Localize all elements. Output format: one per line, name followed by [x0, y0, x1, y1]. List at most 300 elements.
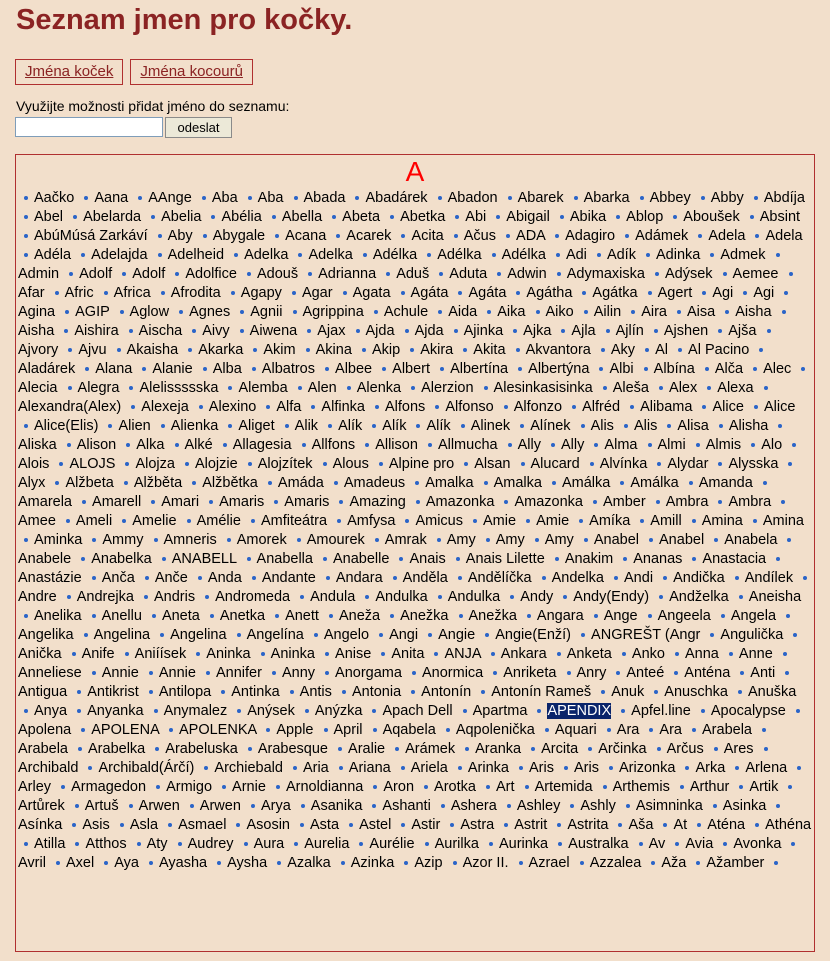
name-item[interactable]: Amfysa — [347, 513, 396, 529]
name-item[interactable]: Apolena — [18, 722, 72, 738]
name-item[interactable]: Andička — [673, 570, 725, 586]
name-item[interactable]: Amina — [701, 513, 743, 529]
name-item[interactable]: Anička — [18, 646, 62, 662]
name-item[interactable]: Acarek — [346, 228, 392, 244]
name-item[interactable]: Alous — [332, 456, 369, 472]
name-item[interactable]: Abbey — [649, 190, 691, 206]
name-item[interactable]: Afric — [64, 285, 94, 301]
name-item[interactable]: APOLENA — [91, 722, 159, 738]
name-item[interactable]: Apartma — [472, 703, 528, 719]
name-item[interactable]: Amill — [650, 513, 682, 529]
name-item[interactable]: Angelína — [246, 627, 304, 643]
name-item[interactable]: Axel — [65, 855, 95, 871]
name-item[interactable]: Atthos — [85, 836, 127, 852]
name-item[interactable]: Arizonka — [619, 760, 676, 776]
name-item[interactable]: Alžbětka — [202, 475, 258, 491]
name-item[interactable]: Ambra — [728, 494, 772, 510]
name-item[interactable]: Agáta — [410, 285, 449, 301]
name-item[interactable]: Ambra — [665, 494, 709, 510]
name-item[interactable]: Anteé — [626, 665, 665, 681]
name-item[interactable]: Andulka — [447, 589, 501, 605]
name-item[interactable]: Aiko — [545, 304, 574, 320]
name-item[interactable]: Adagiro — [565, 228, 616, 244]
name-item[interactable]: Alanie — [152, 361, 193, 377]
name-item[interactable]: Amadeus — [343, 475, 406, 491]
name-item[interactable]: Anča — [101, 570, 135, 586]
name-item[interactable]: Azrael — [528, 855, 570, 871]
name-item[interactable]: Anýzka — [314, 703, 363, 719]
name-item[interactable]: Angeela — [657, 608, 711, 624]
name-item[interactable]: Atilla — [34, 836, 66, 852]
name-item[interactable]: Arthemis — [612, 779, 670, 795]
name-item[interactable]: Amrak — [384, 532, 427, 548]
name-item[interactable]: Arčus — [666, 741, 704, 757]
name-item[interactable]: Andula — [310, 589, 356, 605]
name-item[interactable]: Ablop — [626, 209, 664, 225]
name-item[interactable]: Anormica — [421, 665, 484, 681]
name-item[interactable]: Alana — [95, 361, 133, 377]
name-item[interactable]: Adélka — [437, 247, 482, 263]
name-item[interactable]: Albertýna — [528, 361, 590, 377]
name-item[interactable]: Andelka — [551, 570, 604, 586]
name-item[interactable]: Alyx — [18, 475, 46, 491]
submit-button[interactable]: odeslat — [165, 117, 232, 138]
name-item[interactable]: Ashera — [450, 798, 497, 814]
name-item[interactable]: Astrita — [567, 817, 609, 833]
name-item[interactable]: Alča — [714, 361, 744, 377]
name-item[interactable]: Audrey — [187, 836, 234, 852]
name-item[interactable]: Alelissssska — [139, 380, 219, 396]
name-item[interactable]: Alfonso — [445, 399, 494, 415]
name-item[interactable]: Alexeja — [141, 399, 189, 415]
name-item[interactable]: Anděla — [402, 570, 448, 586]
name-item[interactable]: Aqabela — [382, 722, 436, 738]
name-item[interactable]: Arčinka — [598, 741, 647, 757]
name-item[interactable]: Andrejka — [76, 589, 134, 605]
name-item[interactable]: Amorek — [236, 532, 287, 548]
name-item[interactable]: Aduta — [449, 266, 488, 282]
name-item[interactable]: Anne — [738, 646, 773, 662]
name-item[interactable]: Aris — [528, 760, 554, 776]
name-item[interactable]: Alis — [633, 418, 658, 434]
name-item[interactable]: Arnoldianna — [285, 779, 364, 795]
name-item[interactable]: Ajvu — [78, 342, 107, 358]
name-item[interactable]: Abada — [303, 190, 346, 206]
name-item[interactable]: Aša — [628, 817, 654, 833]
name-item[interactable]: Aladárek — [18, 361, 76, 377]
name-item[interactable]: Alecia — [18, 380, 58, 396]
name-item[interactable]: Archibald — [18, 760, 79, 776]
name-item[interactable]: Admek — [720, 247, 766, 263]
name-item[interactable]: Amaris — [219, 494, 265, 510]
name-item[interactable]: Amari — [161, 494, 200, 510]
name-item[interactable]: Adi — [565, 247, 587, 263]
name-item[interactable]: Abygale — [212, 228, 266, 244]
name-item[interactable]: Ariana — [348, 760, 391, 776]
name-item[interactable]: Anais — [409, 551, 446, 567]
name-item[interactable]: Amina — [762, 513, 804, 529]
name-item[interactable]: Anya — [34, 703, 68, 719]
name-item[interactable]: Avonka — [733, 836, 782, 852]
name-item[interactable]: Arabeluska — [165, 741, 238, 757]
name-item[interactable]: Alexino — [208, 399, 257, 415]
name-item[interactable]: Alois — [18, 456, 50, 472]
name-item[interactable]: Amourek — [306, 532, 365, 548]
name-item[interactable]: Abi — [465, 209, 487, 225]
name-item[interactable]: Aana — [94, 190, 129, 206]
name-item[interactable]: Aačko — [34, 190, 75, 206]
name-item[interactable]: Akarka — [198, 342, 244, 358]
name-item[interactable]: Aemee — [732, 266, 779, 282]
name-item[interactable]: Amy — [446, 532, 476, 548]
name-item[interactable]: Amalka — [425, 475, 474, 491]
name-item[interactable]: Amee — [18, 513, 56, 529]
name-item[interactable]: Anabella — [256, 551, 313, 567]
name-item[interactable]: Arley — [18, 779, 52, 795]
new-name-input[interactable] — [15, 117, 163, 137]
name-item[interactable]: Aura — [253, 836, 285, 852]
name-item[interactable]: Agáta — [468, 285, 507, 301]
name-item[interactable]: Agnii — [250, 304, 283, 320]
name-item[interactable]: Apple — [276, 722, 314, 738]
name-item[interactable]: Armigo — [166, 779, 213, 795]
name-item[interactable]: Alesinkasisinka — [493, 380, 593, 396]
tab-tomcat-names[interactable]: Jména kocourů — [130, 59, 253, 85]
name-item[interactable]: Athéna — [765, 817, 812, 833]
name-item[interactable]: Anabele — [18, 551, 72, 567]
name-item[interactable]: Aralie — [348, 741, 386, 757]
name-item[interactable]: Archiebald — [214, 760, 283, 776]
name-item[interactable]: Asla — [129, 817, 159, 833]
name-item[interactable]: Aminka — [34, 532, 83, 548]
name-item[interactable]: Aby — [167, 228, 193, 244]
name-item[interactable]: Al Pacino — [688, 342, 750, 358]
name-item[interactable]: Alerzion — [421, 380, 474, 396]
name-item[interactable]: Ajka — [523, 323, 552, 339]
name-item[interactable]: Adélka — [501, 247, 546, 263]
name-item[interactable]: ADA — [516, 228, 546, 244]
name-item[interactable]: Ajda — [365, 323, 395, 339]
name-item[interactable]: Ashly — [580, 798, 616, 814]
name-item[interactable]: Angela — [730, 608, 777, 624]
name-item[interactable]: Adinka — [655, 247, 701, 263]
name-item[interactable]: Angara — [536, 608, 584, 624]
name-item[interactable]: Amálka — [561, 475, 611, 491]
name-item[interactable]: Alydar — [667, 456, 709, 472]
name-item[interactable]: Arcita — [541, 741, 579, 757]
name-item[interactable]: Asanika — [310, 798, 363, 814]
name-item[interactable]: Annie — [158, 665, 196, 681]
name-item[interactable]: Adolf — [132, 266, 166, 282]
name-item[interactable]: Alien — [118, 418, 151, 434]
name-item[interactable]: Apocalypse — [710, 703, 786, 719]
name-item[interactable]: Alojza — [135, 456, 175, 472]
name-item[interactable]: Alojzie — [194, 456, 238, 472]
name-item[interactable]: Ashley — [516, 798, 561, 814]
name-item[interactable]: Agnes — [189, 304, 231, 320]
name-item[interactable]: Anife — [81, 646, 115, 662]
name-item[interactable]: Amélie — [196, 513, 241, 529]
name-item[interactable]: Amazonka — [425, 494, 495, 510]
name-item[interactable]: Aty — [146, 836, 168, 852]
name-item[interactable]: Allmucha — [437, 437, 498, 453]
name-item[interactable]: Andělíčka — [467, 570, 532, 586]
tab-cat-names[interactable]: Jména koček — [15, 59, 123, 85]
name-item[interactable]: Alienka — [170, 418, 219, 434]
name-item[interactable]: Aurilka — [434, 836, 479, 852]
name-item[interactable]: Antinka — [231, 684, 280, 700]
name-item[interactable]: Anetka — [219, 608, 266, 624]
name-item[interactable]: Andželka — [669, 589, 729, 605]
name-item[interactable]: Arwen — [138, 798, 180, 814]
name-item[interactable]: Anastacia — [702, 551, 767, 567]
name-item[interactable]: Aqpolenička — [455, 722, 535, 738]
name-item[interactable]: Ayasha — [158, 855, 208, 871]
name-item[interactable]: Ajša — [728, 323, 757, 339]
name-item[interactable]: Alik — [294, 418, 319, 434]
name-item[interactable]: APOLENKA — [178, 722, 257, 738]
name-item[interactable]: Aysha — [227, 855, 268, 871]
name-item[interactable]: Aneta — [161, 608, 200, 624]
name-item[interactable]: Abadárek — [365, 190, 428, 206]
name-item[interactable]: Apach Dell — [382, 703, 453, 719]
name-item[interactable]: Albee — [335, 361, 373, 377]
name-item[interactable]: Allagesia — [232, 437, 292, 453]
name-item[interactable]: Azzalea — [589, 855, 642, 871]
name-item[interactable]: Arinka — [467, 760, 509, 776]
name-item[interactable]: Abarek — [517, 190, 564, 206]
name-item[interactable]: Alfonzo — [513, 399, 563, 415]
name-item[interactable]: Antigua — [18, 684, 68, 700]
name-item[interactable]: Aleša — [612, 380, 649, 396]
name-item[interactable]: Aténa — [707, 817, 746, 833]
name-item[interactable]: Agapy — [240, 285, 282, 301]
name-item[interactable]: Alojzítek — [257, 456, 313, 472]
name-item[interactable]: Aishira — [74, 323, 119, 339]
name-item[interactable]: Amarela — [18, 494, 72, 510]
name-item[interactable]: Adéla — [34, 247, 72, 263]
name-item[interactable]: Ajlín — [615, 323, 644, 339]
name-item[interactable]: Anuška — [748, 684, 797, 700]
name-item[interactable]: Anelika — [34, 608, 82, 624]
name-item[interactable]: Anymalez — [163, 703, 228, 719]
name-item[interactable]: Antis — [299, 684, 332, 700]
name-item[interactable]: Alen — [307, 380, 337, 396]
name-item[interactable]: Alínek — [530, 418, 571, 434]
name-item[interactable]: Abelarda — [83, 209, 142, 225]
name-item[interactable]: Agátha — [526, 285, 573, 301]
name-item[interactable]: Asimninka — [635, 798, 703, 814]
name-item[interactable]: Abigail — [506, 209, 550, 225]
name-item[interactable]: Alba — [212, 361, 242, 377]
name-item[interactable]: Agata — [352, 285, 391, 301]
name-item[interactable]: Adámek — [635, 228, 689, 244]
name-item[interactable]: April — [333, 722, 363, 738]
name-item[interactable]: Agar — [301, 285, 333, 301]
name-item[interactable]: Angi — [389, 627, 419, 643]
name-item[interactable]: Alice(Elis) — [34, 418, 99, 434]
name-item[interactable]: Albi — [609, 361, 634, 377]
name-item[interactable]: Alibama — [640, 399, 693, 415]
name-item[interactable]: Anita — [391, 646, 425, 662]
name-item[interactable]: Adelheid — [167, 247, 225, 263]
name-item[interactable]: Abella — [281, 209, 323, 225]
name-item[interactable]: Anabel — [659, 532, 705, 548]
name-item[interactable]: Av — [648, 836, 666, 852]
name-item[interactable]: Adolfice — [185, 266, 237, 282]
name-item[interactable]: Aba — [211, 190, 238, 206]
name-item[interactable]: Akvantora — [525, 342, 591, 358]
name-item[interactable]: Ajshen — [663, 323, 709, 339]
name-item[interactable]: Alice — [712, 399, 744, 415]
name-item[interactable]: Anorgama — [335, 665, 402, 681]
name-item[interactable]: Alžběta — [133, 475, 183, 491]
name-item[interactable]: Art — [496, 779, 515, 795]
name-item[interactable]: Alemba — [238, 380, 288, 396]
name-item[interactable]: Antikrist — [87, 684, 139, 700]
name-item[interactable]: Aquari — [554, 722, 597, 738]
name-item[interactable]: Ange — [603, 608, 638, 624]
name-item[interactable]: Alka — [136, 437, 165, 453]
name-item[interactable]: Anriketa — [503, 665, 557, 681]
name-item[interactable]: Aneisha — [748, 589, 802, 605]
name-item[interactable]: Aika — [497, 304, 526, 320]
name-item[interactable]: Andy — [520, 589, 554, 605]
name-item[interactable]: Andromeda — [215, 589, 291, 605]
name-item[interactable]: Aliget — [238, 418, 275, 434]
name-item[interactable]: Acana — [285, 228, 327, 244]
name-item[interactable]: Asinka — [722, 798, 767, 814]
name-item[interactable]: Alexa — [717, 380, 754, 396]
name-item[interactable]: Alma — [604, 437, 638, 453]
name-item[interactable]: Aria — [302, 760, 329, 776]
name-item[interactable]: Aduš — [396, 266, 430, 282]
name-item[interactable]: Amicus — [415, 513, 463, 529]
name-item[interactable]: Ammy — [102, 532, 144, 548]
name-item[interactable]: Aivy — [202, 323, 230, 339]
name-item[interactable]: Aneža — [338, 608, 381, 624]
name-item[interactable]: Adélka — [372, 247, 418, 263]
name-item[interactable]: Adouš — [256, 266, 299, 282]
name-item[interactable]: Aris — [574, 760, 599, 776]
name-item[interactable]: Aža — [661, 855, 687, 871]
name-item[interactable]: Asta — [310, 817, 340, 833]
name-item[interactable]: Alegra — [77, 380, 120, 396]
name-item[interactable]: Alec — [763, 361, 792, 377]
name-item[interactable]: Antonín — [421, 684, 472, 700]
name-item[interactable]: Andara — [335, 570, 383, 586]
name-item[interactable]: Anett — [285, 608, 319, 624]
name-item[interactable]: Artemida — [534, 779, 593, 795]
name-item[interactable]: Azalka — [287, 855, 331, 871]
name-item[interactable]: Arámek — [405, 741, 456, 757]
name-item[interactable]: Anais Lilette — [465, 551, 545, 567]
name-item[interactable]: Amazing — [349, 494, 406, 510]
name-item[interactable]: Arka — [695, 760, 726, 776]
name-item[interactable]: Alík — [338, 418, 363, 434]
name-item[interactable]: Arya — [260, 798, 291, 814]
name-item[interactable]: Alsan — [474, 456, 511, 472]
name-item[interactable]: Anketa — [566, 646, 612, 662]
name-item[interactable]: Adelajda — [91, 247, 148, 263]
name-item[interactable]: Angelina — [93, 627, 151, 643]
name-item[interactable]: Arotka — [434, 779, 476, 795]
name-item[interactable]: Astel — [359, 817, 392, 833]
name-item[interactable]: Alžbeta — [65, 475, 114, 491]
name-item[interactable]: Alis — [590, 418, 614, 434]
name-item[interactable]: Amneris — [163, 532, 217, 548]
name-item[interactable]: Ally — [517, 437, 541, 453]
name-item[interactable]: Alysska — [728, 456, 779, 472]
name-item[interactable]: Alison — [76, 437, 117, 453]
name-item[interactable]: Azor II. — [462, 855, 509, 871]
name-item[interactable]: Aida — [448, 304, 478, 320]
name-item[interactable]: Aba — [257, 190, 284, 206]
name-item[interactable]: ANJA — [444, 646, 481, 662]
name-item[interactable]: Agi — [753, 285, 775, 301]
name-item[interactable]: Al — [655, 342, 668, 358]
name-item[interactable]: Arwen — [199, 798, 241, 814]
name-item[interactable]: Asis — [82, 817, 110, 833]
name-item[interactable]: Aglow — [129, 304, 170, 320]
name-item[interactable]: Abarka — [583, 190, 630, 206]
name-item[interactable]: Alfinka — [321, 399, 365, 415]
name-item[interactable]: Amálka — [630, 475, 679, 491]
name-item[interactable]: Allison — [375, 437, 418, 453]
name-item[interactable]: Alisa — [677, 418, 709, 434]
name-item[interactable]: Aira — [641, 304, 667, 320]
name-item[interactable]: Abel — [34, 209, 64, 225]
name-item[interactable]: Artuš — [84, 798, 119, 814]
name-item[interactable]: Alice — [763, 399, 796, 415]
name-item[interactable]: Abetka — [400, 209, 446, 225]
name-item[interactable]: Anýsek — [247, 703, 295, 719]
name-item[interactable]: Ajax — [317, 323, 346, 339]
name-item[interactable]: Alík — [426, 418, 451, 434]
name-item[interactable]: Aischa — [138, 323, 183, 339]
name-item[interactable]: ANGREŠT (Angr — [591, 627, 701, 643]
name-item[interactable]: Ačus — [463, 228, 496, 244]
name-item[interactable]: Alpine pro — [388, 456, 455, 472]
name-item[interactable]: Aya — [114, 855, 139, 871]
name-item[interactable]: Amfiteátra — [260, 513, 328, 529]
name-item[interactable]: Abika — [569, 209, 607, 225]
name-item[interactable]: Aisa — [687, 304, 716, 320]
name-item[interactable]: Apfel.line — [631, 703, 691, 719]
name-item[interactable]: Asínka — [18, 817, 63, 833]
name-item[interactable]: Albert — [392, 361, 431, 377]
name-item[interactable]: Arabesque — [257, 741, 328, 757]
name-item[interactable]: Astra — [460, 817, 495, 833]
name-item[interactable]: Alo — [761, 437, 783, 453]
name-item[interactable]: Angelika — [18, 627, 74, 643]
name-item[interactable]: Ajda — [414, 323, 444, 339]
name-item[interactable]: Anuschka — [664, 684, 728, 700]
name-item[interactable]: Aboušek — [683, 209, 740, 225]
name-item[interactable]: Asosin — [246, 817, 290, 833]
name-item[interactable]: Agert — [657, 285, 693, 301]
name-item[interactable]: Albína — [653, 361, 695, 377]
name-item[interactable]: Angelina — [170, 627, 227, 643]
name-item[interactable]: Aninka — [270, 646, 315, 662]
name-item[interactable]: Akira — [420, 342, 454, 358]
name-item[interactable]: Artik — [749, 779, 779, 795]
name-item[interactable]: Antonín Rameš — [491, 684, 592, 700]
name-item[interactable]: Akita — [473, 342, 506, 358]
name-item[interactable]: Ariela — [410, 760, 448, 776]
name-item[interactable]: Alucard — [530, 456, 580, 472]
name-item[interactable]: Angie — [438, 627, 476, 643]
